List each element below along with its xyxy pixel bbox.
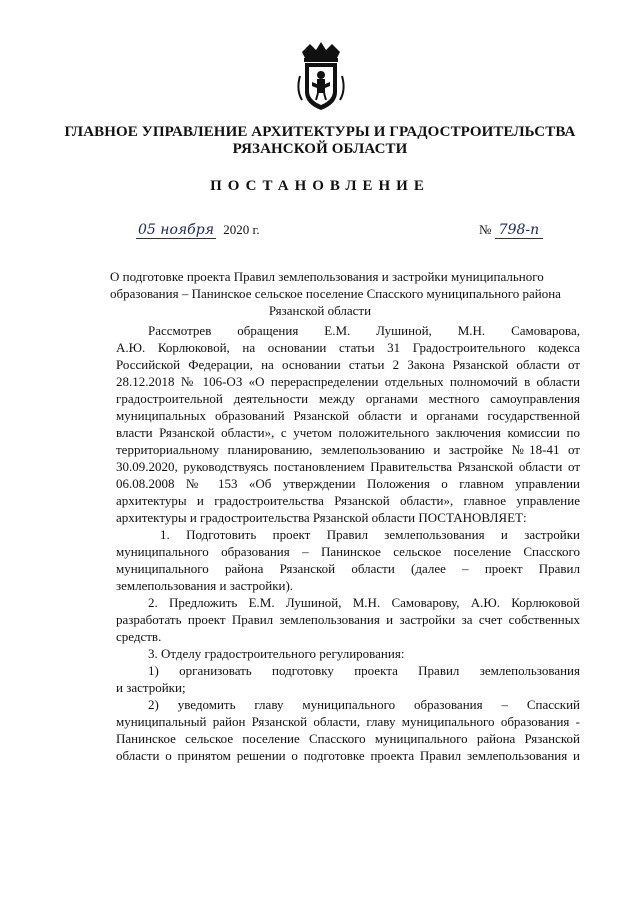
number-sign: №	[479, 222, 492, 237]
body-text-line: территориальному планированию, землепользованию и застройке №18-41 от	[116, 442, 580, 457]
subject-line: Рязанской области	[268, 303, 372, 318]
body-text-line: 1. Подготовить проект Правил землепользования и застройки	[160, 527, 580, 542]
body-text-line: Панинское сельское поселение Спасского муниципального района Рязанской	[116, 731, 580, 746]
body-text-line: области о принятом решении о подготовке проекта Правил землепользования и	[116, 748, 580, 763]
body-text-line: 28.12.2018 № 106-ОЗ «О перераспределении отдельных полномочий в области	[116, 374, 580, 389]
body-text-line: муниципальный район Рязанской области, главу муниципального образования -	[116, 714, 580, 729]
body-text-line: Рассмотрев обращения Е.М. Лушиной, М.Н. Самоварова,	[148, 323, 580, 338]
body-text-line: 06.08.2008 № 153 «Об утверждении Положения о главном управлении	[116, 476, 580, 491]
organization-name-line1: ГЛАВНОЕ УПРАВЛЕНИЕ АРХИТЕКТУРЫ И ГРАДОСТРОИТЕЛЬСТВА	[64, 124, 576, 140]
body-text-line: Российской Федерации, на основании статьи 2 Закона Рязанской области от	[116, 357, 580, 372]
body-text-line: 3. Отделу градостроительного регулирования:	[148, 646, 405, 661]
handwritten-number: 798-п	[495, 222, 543, 239]
body-text-line: архитектуры и градостроительства Рязанской области», главное управление	[116, 493, 580, 508]
date-year: 2020 г.	[223, 222, 260, 237]
subject-line: образования – Панинское сельское поселение Спасского муниципального района	[110, 286, 561, 301]
document-number	[479, 222, 543, 238]
document-date	[136, 222, 260, 244]
document-type-title: ПОСТАНОВЛЕНИЕ	[210, 178, 430, 194]
document-subject	[110, 268, 561, 319]
subject-line: О подготовке проекта Правил землепользования и застройки муниципального	[110, 269, 544, 284]
body-text-line: 1) организовать подготовку проекта Правил землепользования	[148, 663, 580, 678]
body-text-line: власти Рязанской области», с учетом положительного заключения комиссии по	[116, 425, 580, 440]
body-text-line: 30.09.2020, руководствуясь постановлением Правительства Рязанской области от	[116, 459, 580, 474]
body-text-line: градостроительной деятельности между органами местного самоуправления	[116, 391, 580, 406]
body-text-line: землепользования и застройки).	[116, 578, 294, 593]
body-text-line: архитектуры и градостроительства Рязанской области ПОСТАНОВЛЯЕТ:	[116, 510, 527, 525]
handwritten-date: 05 ноября	[138, 222, 214, 238]
body-text-line: муниципальных образований Рязанской области и органами государственной	[116, 408, 580, 423]
body-text-line: муниципального района Рязанской области (далее – проект Правил	[116, 561, 580, 576]
document-body	[116, 322, 580, 764]
coat-of-arms-icon	[296, 40, 346, 112]
body-text-line: разработать проект Правил землепользования и застройки за счет собственных	[116, 612, 580, 627]
body-text-line: средств.	[116, 629, 162, 644]
body-text-line: 2. Предложить Е.М. Лушиной, М.Н. Самоварову, А.Ю. Корлюковой	[148, 595, 580, 610]
body-text-line: муниципального образования – Панинское сельское поселение Спасского	[116, 544, 580, 559]
body-text-line: и застройки;	[116, 680, 186, 695]
body-text-line: 2) уведомить главу муниципального образования – Спасский	[148, 697, 580, 712]
organization-name-line2: РЯЗАНСКОЙ ОБЛАСТИ	[232, 141, 408, 157]
body-text-line: А.Ю. Корлюковой, на основании статьи 31 Градостроительного кодекса	[116, 340, 580, 355]
